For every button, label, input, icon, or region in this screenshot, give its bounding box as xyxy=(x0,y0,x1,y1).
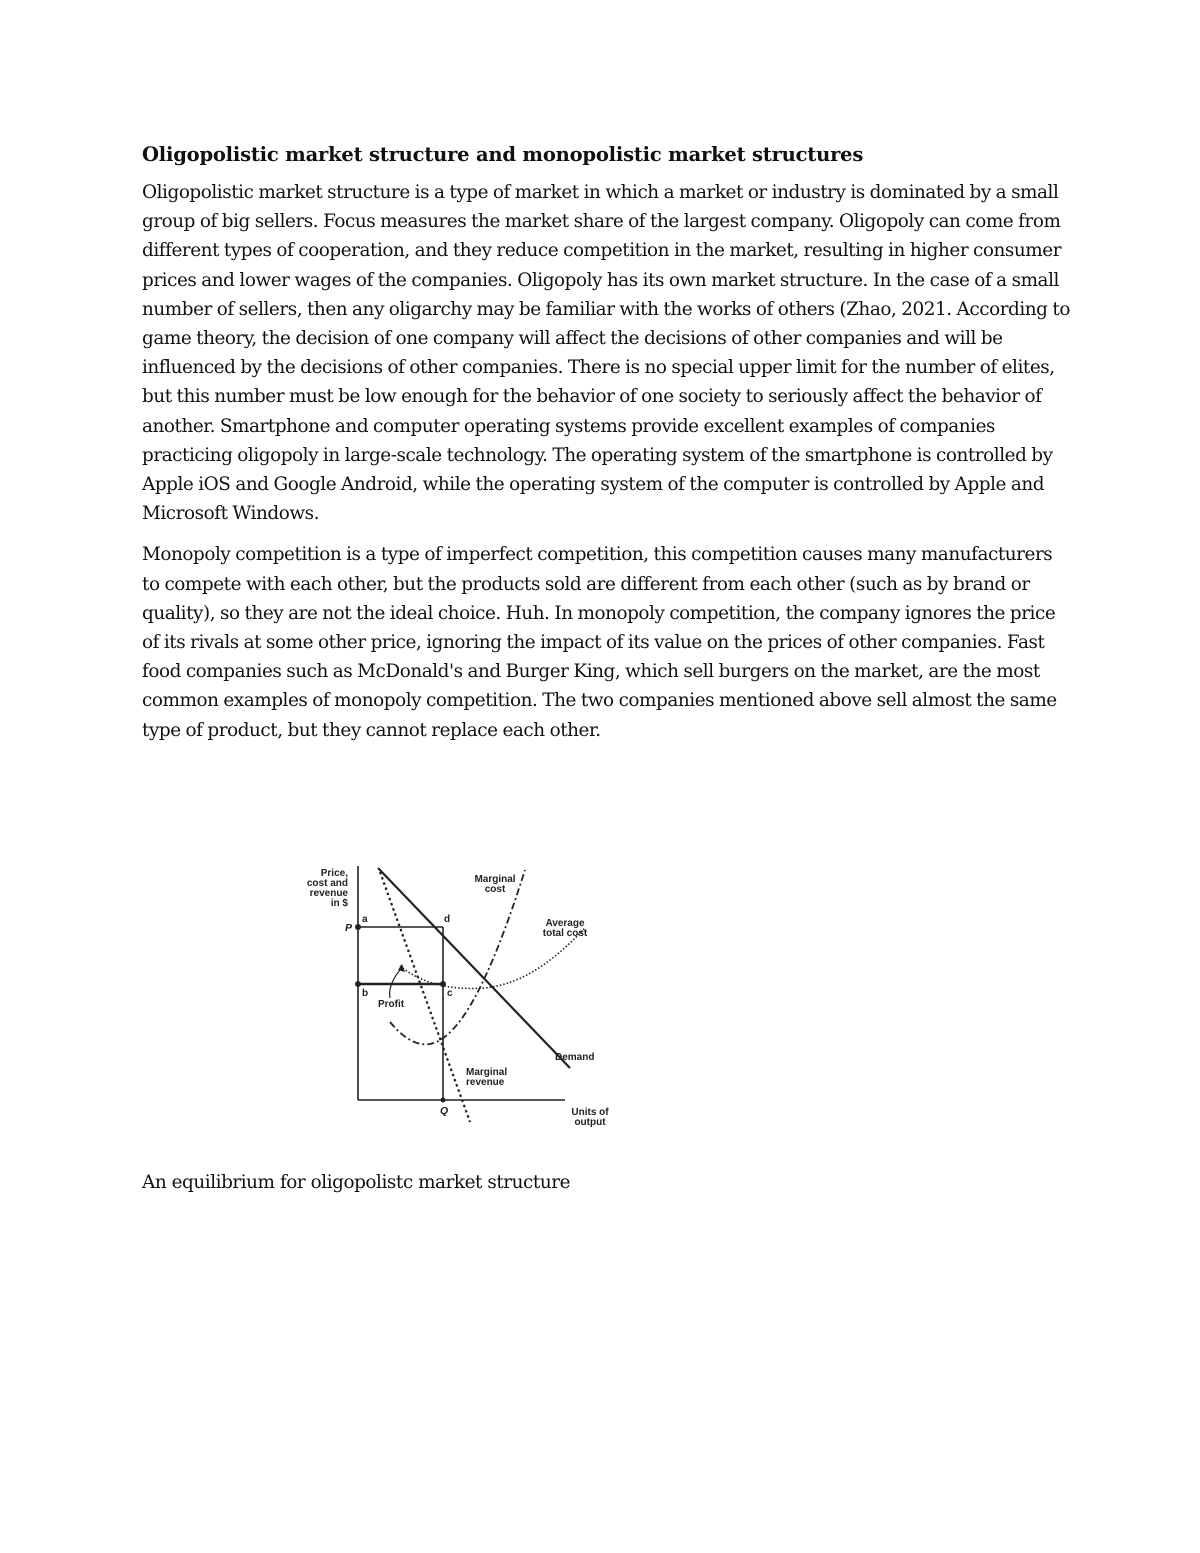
document-body xyxy=(142,140,1072,757)
oligopoly-equilibrium-figure xyxy=(290,860,620,1132)
paragraph-monopoly-competition: Monopoly competition is a type of imperfect competition, this competition causes many manufacturers to compete with each other, but the products sold are different from each other (such as by brand or quality), so they are not the ideal choice. Huh. In monopoly competition, the company ignores the price of its rivals at some other price, ignoring the impact of its value on the prices of other companies. Fast food companies such as McDonald's and Burger King, which sell burgers on the market, are the most common examples of monopoly competition. The two companies mentioned above sell almost the same type of product, but they cannot replace each other. xyxy=(142,544,1057,741)
point-c-label: c xyxy=(447,988,453,999)
x-axis-label-line1: Units of xyxy=(571,1107,609,1118)
marginal-cost-label-line1: Marginal xyxy=(474,874,516,885)
equilibrium-diagram xyxy=(290,860,620,1132)
y-axis-label-line3: revenue xyxy=(309,888,348,899)
average-total-cost-label-line2: total cost xyxy=(542,928,588,939)
marginal-cost-label-line2: cost xyxy=(484,884,506,895)
point-b-label: b xyxy=(362,988,369,999)
y-axis-label-line2: cost and xyxy=(306,878,348,889)
point-d-label: d xyxy=(444,914,451,925)
demand-label: Demand xyxy=(555,1052,595,1063)
average-total-cost-label-line1: Average xyxy=(545,918,585,929)
quantity-label: Q xyxy=(440,1105,449,1117)
paragraph-oligopoly: Oligopolistic market structure is a type of market in which a market or industry is dominated by a small group of big sellers. Focus measures the market share of the largest company. Oligopoly can come from different types of cooperation, and they reduce competition in the market, resulting in higher consumer prices and lower wages of the companies. Oligopoly has its own market structure. In the case of a small number of sellers, then any oligarchy may be familiar with the works of others (Zhao, 2021. According to game theory, the decision of one company will affect the decisions of other companies and will be influenced by the decisions of other companies. There is no special upper limit for the number of elites, but this number must be low enough for the behavior of one society to seriously affect the behavior of another. Smartphone and computer operating systems provide excellent examples of companies practicing oligopoly in large-scale technology. The operating system of the smartphone is controlled by Apple iOS and Google Android, while the operating system of the computer is controlled by Apple and Microsoft Windows. xyxy=(142,182,1070,525)
y-axis-label-line1: Price, xyxy=(320,868,348,879)
x-axis-label-line2: output xyxy=(574,1117,606,1128)
marginal-revenue-label-line2: revenue xyxy=(466,1077,505,1088)
profit-label: Profit xyxy=(378,999,405,1010)
price-label: P xyxy=(345,922,353,934)
point-b-marker xyxy=(355,981,361,987)
marginal-revenue-label-line1: Marginal xyxy=(466,1067,508,1078)
point-c-marker xyxy=(440,981,446,987)
demand-curve xyxy=(378,868,570,1068)
document-heading: Oligopolistic market structure and monopolistic market structures xyxy=(142,143,864,166)
point-a-label: a xyxy=(362,914,368,925)
point-q-marker xyxy=(441,1098,446,1103)
marginal-revenue-curve xyxy=(380,872,470,1122)
point-a-marker xyxy=(355,924,361,930)
figure-caption: An equilibrium for oligopolistc market structure xyxy=(142,1172,571,1193)
y-axis-label-line4: in $ xyxy=(330,898,348,909)
